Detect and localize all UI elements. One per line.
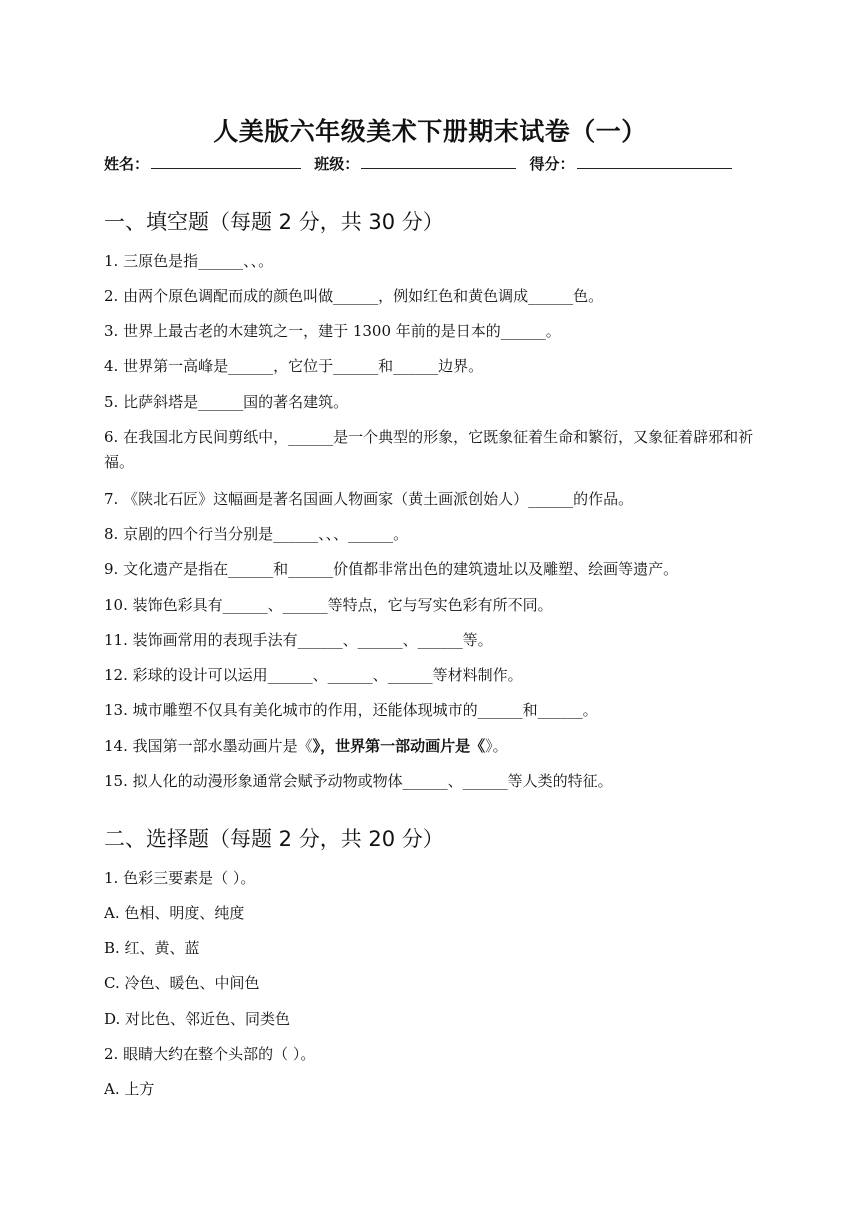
- class-field: [314, 153, 518, 174]
- question-12: 12. 彩球的设计可以运用______、______、______等材料制作。: [104, 666, 523, 684]
- question-1: 1. 三原色是指______、、。: [104, 252, 274, 270]
- score-blank: [577, 154, 732, 169]
- question-14-start: 14. 我国第一部水墨动画片是《: [104, 737, 313, 755]
- question-7: 7. 《陕北石匠》这幅画是著名国画人物画家（黄土画派创始人）______的作品。: [104, 490, 634, 508]
- section-heading-fill-blank: 一、填空题（每题 2 分，共 30 分）: [104, 210, 444, 234]
- question-11: 11. 装饰画常用的表现手法有______、______、______等。: [104, 631, 493, 649]
- name-blank: [151, 154, 301, 169]
- question-8: 8. 京剧的四个行当分别是______、、、______。: [104, 525, 409, 543]
- question-10: 10. 装饰色彩具有______、______等特点，它与写实色彩有所不同。: [104, 596, 553, 614]
- question-3: 3. 世界上最古老的木建筑之一，建于 1300 年前的是日本的______。: [104, 322, 561, 340]
- question-13: 13. 城市雕塑不仅具有美化城市的作用，还能体现城市的______和______。: [104, 701, 598, 719]
- class-label: 班级：: [314, 155, 360, 173]
- question-14: [104, 734, 764, 759]
- question-14-bold: 》，世界第一部动画片是《: [312, 737, 486, 755]
- mc-option-1d: D. 对比色、邻近色、同类色: [104, 1010, 291, 1028]
- page-title: 人美版六年级美术下册期末试卷（一）: [213, 117, 647, 146]
- mc-option-2a: A. 上方: [104, 1080, 155, 1098]
- mc-question-2: 2. 眼睛大约在整个头部的（ ）。: [104, 1045, 316, 1063]
- question-5: 5. 比萨斜塔是______国的著名建筑。: [104, 393, 349, 411]
- mc-option-1c: C. 冷色、暖色、中间色: [104, 974, 260, 992]
- mc-option-1b: B. 红、黄、蓝: [104, 939, 200, 957]
- question-4: 4. 世界第一高峰是______，它位于______和______边界。: [104, 357, 484, 375]
- score-field: [530, 153, 734, 174]
- mc-option-1a: A. 色相、明度、纯度: [104, 904, 245, 922]
- question-6: 6. 在我国北方民间剪纸中，______是一个典型的形象，它既象征着生命和繁衍，又象征着辟邪和祈福。: [104, 428, 754, 471]
- question-15: 15. 拟人化的动漫形象通常会赋予动物或物体______、______等人类的特征。: [104, 772, 613, 790]
- question-9: 9. 文化遗产是指在______和______价值都非常出色的建筑遗址以及雕塑、绘画等遗产。: [104, 560, 679, 578]
- section-heading-multiple-choice: 二、选择题（每题 2 分，共 20 分）: [104, 827, 444, 851]
- name-field: [104, 153, 303, 174]
- mc-question-1: 1. 色彩三要素是（ ）。: [104, 869, 256, 887]
- score-label: 得分：: [529, 155, 575, 173]
- question-14-end: 》。: [485, 737, 508, 755]
- question-2: 2. 由两个原色调配而成的颜色叫做______，例如红色和黄色调成______色。: [104, 287, 604, 305]
- student-info-row: [104, 153, 740, 174]
- class-blank: [361, 154, 516, 169]
- name-label: 姓名：: [104, 155, 150, 173]
